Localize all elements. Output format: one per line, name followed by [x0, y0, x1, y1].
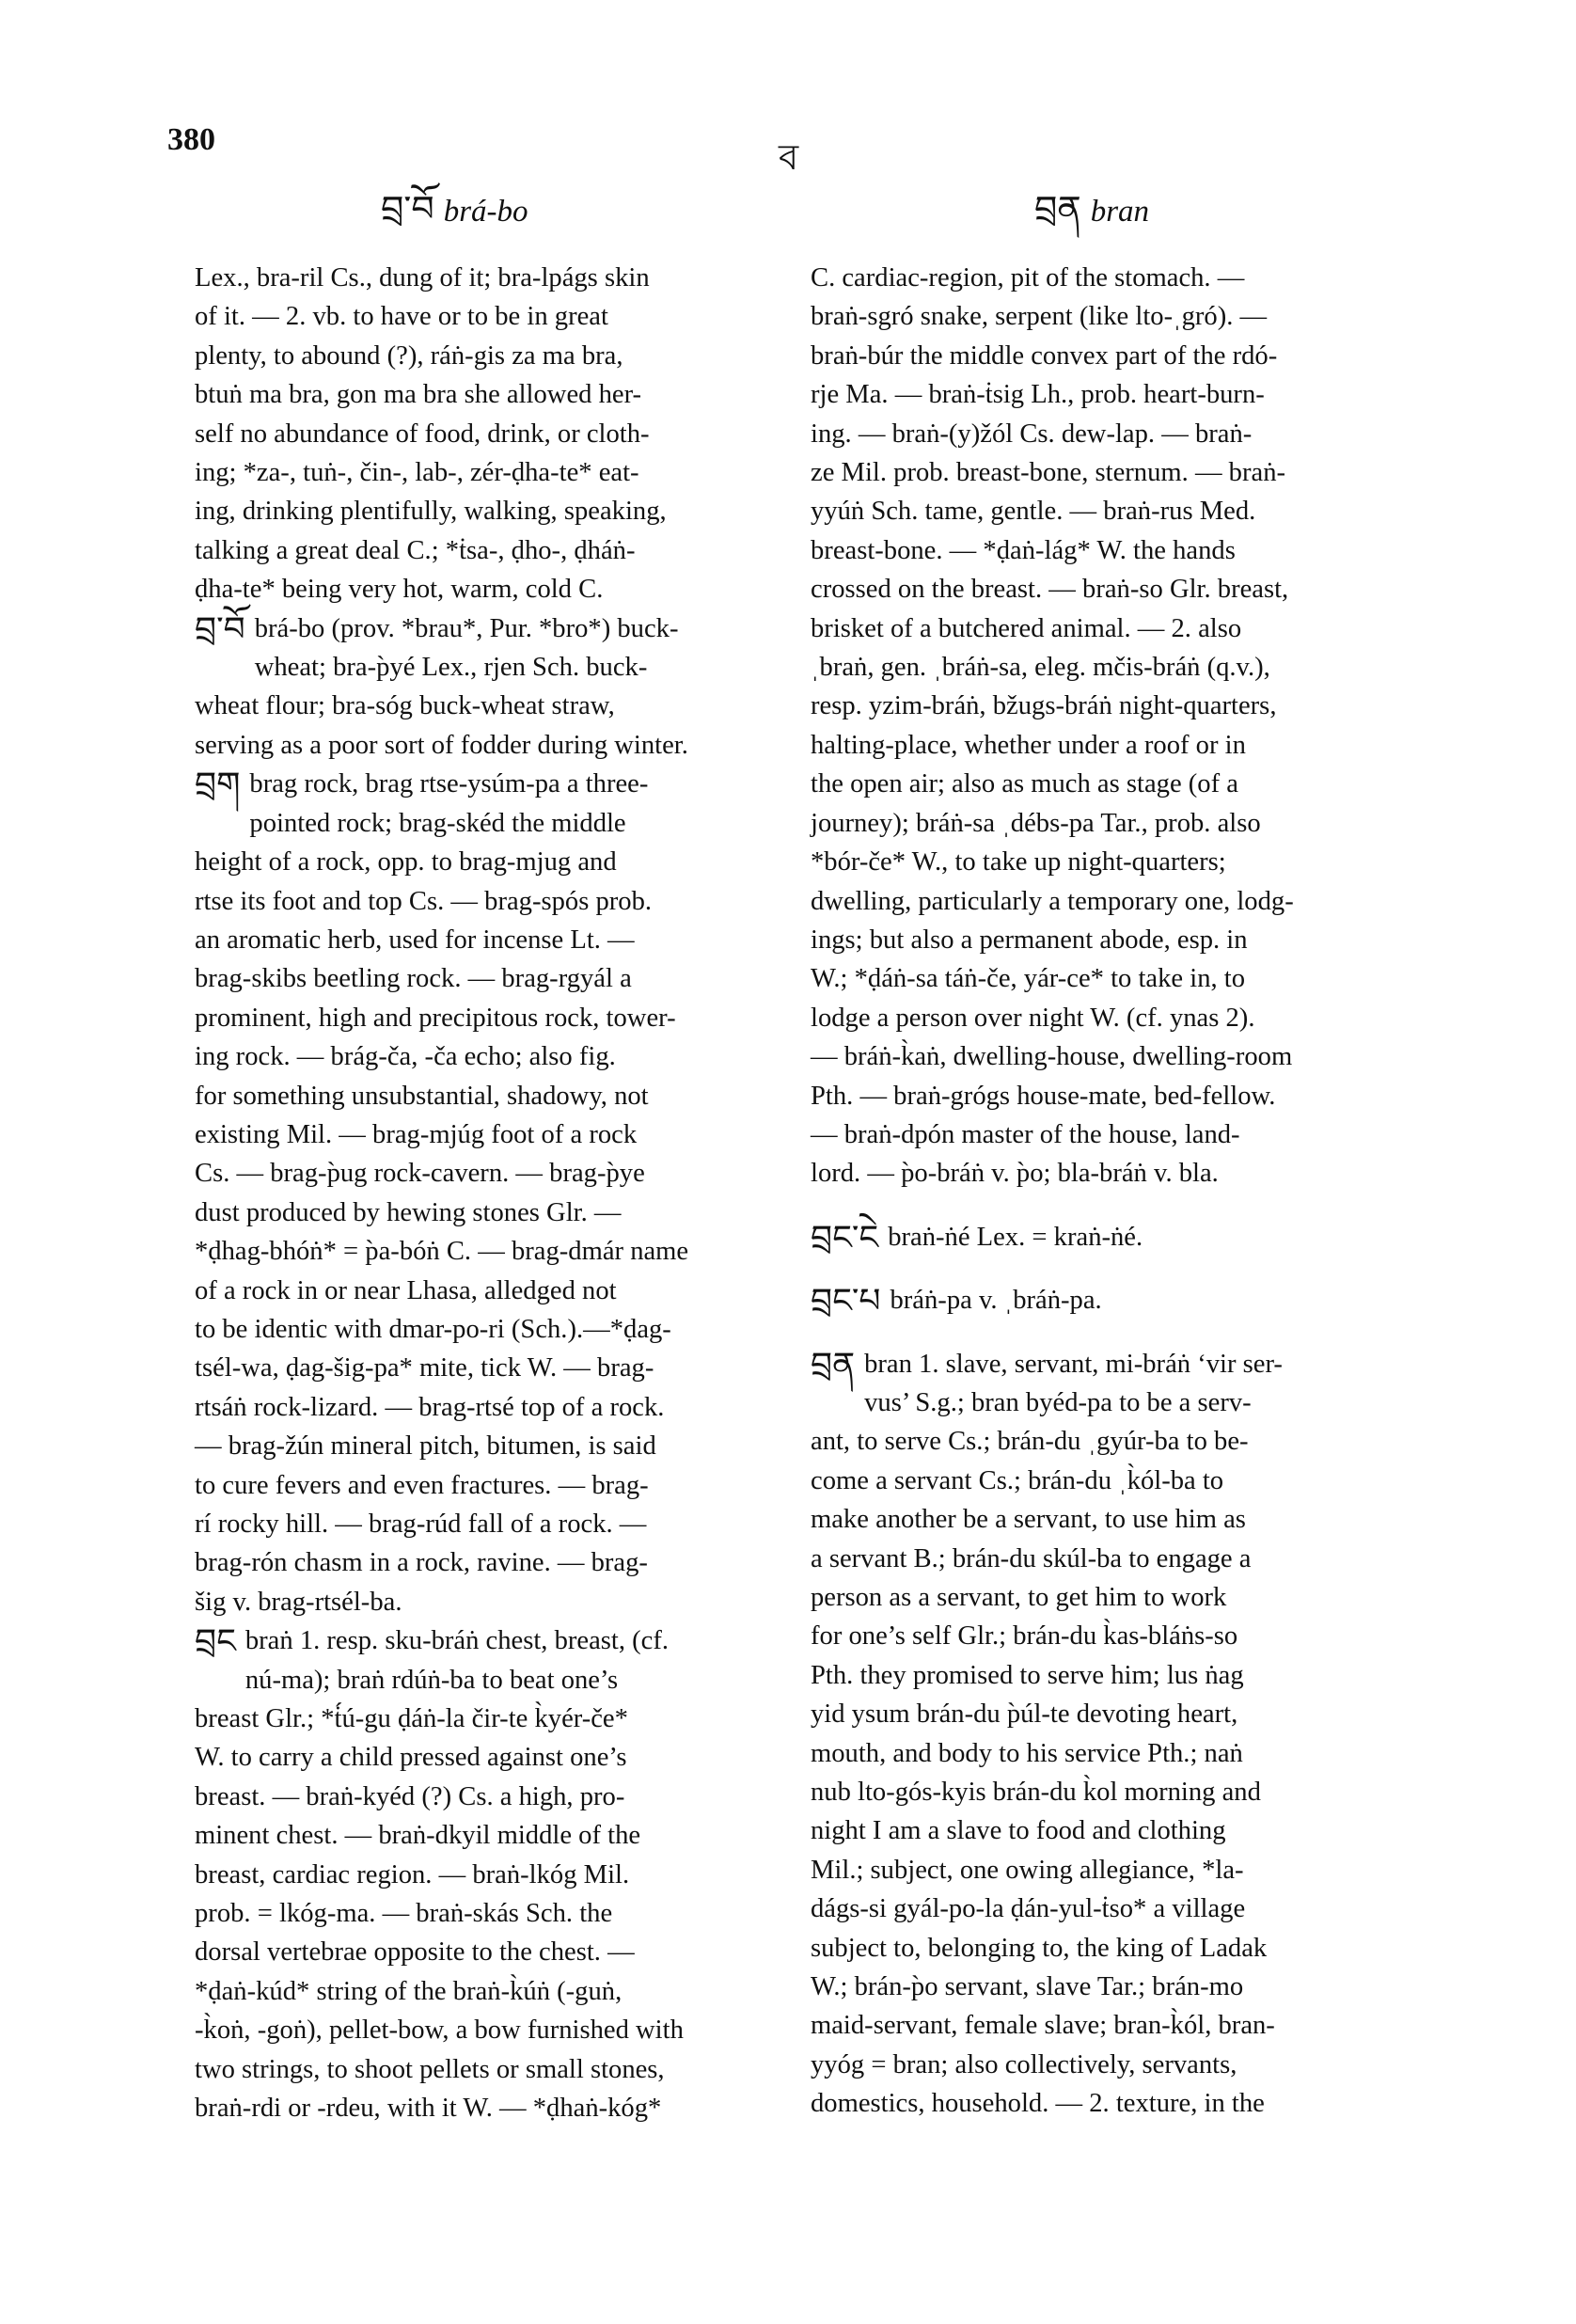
text-line: braṅ-búr the middle convex part of the rdó-	[811, 340, 1278, 371]
text-line: self no abundance of food, drink, or cloth-	[195, 419, 650, 449]
text-line: dágs-si gyál-po-la ḍán-yul-ṫso* a village	[811, 1894, 1246, 1924]
text-line: Mil.; subject, one owing allegiance, *la-	[811, 1855, 1244, 1885]
text-line: lodge a person over night W. (cf. ynas 2).	[811, 1003, 1255, 1033]
text-line: person as a servant, to get him to work	[811, 1583, 1227, 1612]
headword-tibetan: བྲ་བོ	[195, 609, 245, 649]
text-line: dwelling, particularly a temporary one, lodg-	[811, 886, 1294, 916]
text-line: dust produced by hewing stones Glr. —	[195, 1197, 622, 1227]
text-line: wheat; bra-p̀yé Lex., rjen Sch. buck-	[254, 653, 648, 683]
text-line: rje Ma. — braṅ-ṫsig Lh., prob. heart-burn-	[811, 380, 1265, 410]
center-letter: ব	[779, 136, 799, 178]
text-line: existing Mil. — brag-mjúg foot of a rock	[195, 1119, 638, 1149]
text-line: pointed rock; brag-skéd the middle	[249, 808, 626, 838]
text-line: for one’s self Glr.; brán-du k̀as-bláṅs-so	[811, 1621, 1238, 1652]
text-line: of it. — 2. vb. to have or to be in great	[195, 302, 608, 332]
text-line: Lex., bra-ril Cs., dung of it; bra-lpágs skin	[195, 263, 650, 292]
text-line: — braṅ-dpón master of the house, land-	[811, 1119, 1240, 1149]
entry-bran-pa	[811, 1281, 1417, 1320]
text-line: braṅ-rdi or -rdeu, with it W. — *ḍhaṅ-kóg*	[195, 2094, 662, 2124]
text-line: W.; *ḍáṅ-sa táṅ-če, yár-ce* to take in, to	[811, 964, 1246, 994]
text-line: serving as a poor sort of fodder during winter.	[195, 730, 688, 760]
text-line: Pth. — braṅ-grógs house-mate, bed-fellow.	[811, 1081, 1276, 1111]
running-head-right-tibetan: བྲན	[1034, 188, 1081, 229]
text-line: lord. — p̀o-bráṅ v. p̀o; bla-bráṅ v. bla.	[811, 1159, 1219, 1189]
text-line: two strings, to shoot pellets or small stones,	[195, 2054, 665, 2084]
text-line: wheat flour; bra-sóg buck-wheat straw,	[195, 691, 615, 721]
text-line: prominent, high and precipitous rock, tower-	[195, 1003, 676, 1033]
text-line: braṅ 1. resp. sku-bráṅ chest, breast, (cf.	[244, 1626, 670, 1656]
text-line: W. to carry a child pressed against one’s	[195, 1743, 627, 1773]
headword-tibetan: བྲང་ངེ	[811, 1218, 879, 1257]
text-line: come a servant Cs.; brán-du ˌk̀ól-ba to	[811, 1465, 1224, 1495]
text-line: Pth. they promised to serve him; lus ṅag	[811, 1660, 1244, 1690]
text-line: breast. — braṅ-kyéd (?) Cs. a high, pro-	[195, 1781, 625, 1811]
text-line: of a rock in or near Lhasa, alledged not	[195, 1275, 617, 1305]
text-line: talking a great deal C.; *ṫsa-, ḍho-, ḍháṅ-	[195, 535, 636, 565]
text-line: for something unsubstantial, shadowy, not	[195, 1081, 649, 1111]
entry-text	[811, 1345, 1417, 2124]
text-line: yid ysum brán-du p̀úl-te devoting heart,	[811, 1700, 1238, 1730]
text-line: btuṅ ma bra, gon ma bra she allowed her-	[195, 380, 642, 410]
text-line: plenty, to abound (?), ráṅ-gis za ma bra,	[195, 340, 623, 371]
text-line: brisket of a butchered animal. — 2. also	[811, 613, 1242, 643]
text-line: an aromatic herb, used for incense Lt. —	[195, 925, 635, 955]
text-line: night I am a slave to food and clothing	[811, 1816, 1226, 1846]
text-line: yyóg = bran; also collectively, servants,	[811, 2049, 1237, 2079]
text-line: ing; *za-, tuṅ-, čin-, lab-, zér-ḍha-te* eat-	[195, 458, 639, 488]
entry-bran-ne	[811, 1218, 1417, 1257]
entry-bran-slave	[811, 1345, 1417, 2124]
entry-bran-breast	[195, 1621, 796, 2127]
text-line: mouth, and body to his service Pth.; naṅ	[811, 1738, 1243, 1768]
text-line: yyúṅ Sch. tame, gentle. — braṅ-rus Med.	[811, 497, 1256, 527]
text-line: journey); bráṅ-sa ˌdébs-pa Tar., prob. also	[811, 808, 1261, 838]
entry-text: braṅ-ṅé Lex. = kraṅ-ṅé.	[888, 1222, 1143, 1252]
page-number: 380	[167, 122, 215, 157]
text-line: vus’ S.g.; bran byéd-pa to be a serv-	[864, 1387, 1252, 1417]
text-line: brag-skibs beetling rock. — brag-rgyál a	[195, 964, 632, 994]
text-line: subject to, belonging to, the king of Ladak	[811, 1933, 1268, 1963]
entry-text: bráṅ-pa v. ˌbráṅ-pa.	[890, 1286, 1102, 1316]
continued-entry	[811, 259, 1417, 1194]
text-line: breast Glr.; *ṫ́ú-gu ḍáṅ-la čir-te k̀yér-če*	[195, 1704, 628, 1734]
text-line: ing, drinking plentifully, walking, speaking,	[195, 497, 667, 527]
entry-brag	[195, 765, 796, 1621]
text-line: ing rock. — brág-ča, -ča echo; also fig.	[195, 1042, 616, 1072]
text-line: minent chest. — braṅ-dkyil middle of the	[195, 1821, 641, 1851]
text-line: a servant B.; brán-du skúl-ba to engage a	[811, 1543, 1252, 1573]
text-line: *ḍaṅ-kúd* string of the braṅ-k̀úṅ (-guṅ,	[195, 1976, 623, 2006]
text-line: *bór-če* W., to take up night-quarters;	[811, 847, 1226, 877]
headword-tibetan: བྲན	[811, 1345, 856, 1384]
text-line: to be identic with dmar-po-ri (Sch.).—*ḍag-	[195, 1314, 671, 1344]
text-line: maid-servant, female slave; bran-k̀ól, bran-	[811, 2011, 1275, 2041]
headword-tibetan: བྲང་པ	[811, 1282, 881, 1321]
text-line: make another be a servant, to use him as	[811, 1505, 1246, 1535]
text-line: rtsáṅ rock-lizard. — brag-rtsé top of a rock.	[195, 1392, 665, 1422]
running-head-right	[1034, 169, 1149, 270]
text-line: to cure fevers and even fractures. — brag-	[195, 1470, 649, 1500]
text-line: resp. yzim-bráṅ, bžugs-bráṅ night-quarters,	[811, 691, 1277, 721]
text-line: brag-rón chasm in a rock, ravine. — brag-	[195, 1548, 648, 1578]
text-line: W.; brán-p̀o servant, slave Tar.; brán-mo	[811, 1972, 1244, 2002]
text-line: ˌbraṅ, gen. ˌbráṅ-sa, eleg. mčis-bráṅ (q.v.),	[811, 653, 1270, 683]
right-column	[811, 259, 1417, 2124]
text-line: crossed on the breast. — braṅ-so Glr. breast,	[811, 575, 1289, 605]
text-line: ze Mil. prob. breast-bone, sternum. — braṅ-	[811, 458, 1286, 488]
entry-text	[195, 1621, 796, 2127]
text-line: ings; but also a permanent abode, esp. in	[811, 925, 1248, 955]
text-line: C. cardiac-region, pit of the stomach. —	[811, 263, 1245, 292]
running-head-left	[381, 169, 528, 270]
text-line: — bráṅ-k̀aṅ, dwelling-house, dwelling-room	[811, 1042, 1293, 1072]
text-line: — brag-žún mineral pitch, bitumen, is said	[195, 1431, 656, 1462]
text-line: -k̀oṅ, -goṅ), pellet-bow, a bow furnished with	[195, 2016, 684, 2046]
text-line: braṅ-sgró snake, serpent (like lto-ˌgró). —	[811, 302, 1268, 332]
text-line: breast, cardiac region. — braṅ-lkóg Mil.	[195, 1859, 630, 1889]
text-line: height of a rock, opp. to brag-mjug and	[195, 847, 617, 877]
text-line: halting-place, whether under a roof or in	[811, 730, 1246, 760]
running-head-right-term: bran	[1090, 195, 1150, 229]
text-line: brag rock, brag rtse-ysúm-pa a three-	[249, 769, 649, 799]
text-line: dorsal vertebrae opposite to the chest. —	[195, 1937, 635, 1968]
text-line: ant, to serve Cs.; brán-du ˌgyúr-ba to be-	[811, 1427, 1249, 1457]
text-line: rtse its foot and top Cs. — brag-spós prob.	[195, 886, 653, 916]
running-head-left-term: brá-bo	[443, 195, 528, 229]
text-line: domestics, household. — 2. texture, in the	[811, 2089, 1265, 2119]
text-line: the open air; also as much as stage (of a	[811, 769, 1238, 799]
intro-entry	[195, 259, 796, 609]
text-line: rí rocky hill. — brag-rúd fall of a rock. —	[195, 1510, 647, 1539]
entry-text	[195, 765, 796, 1621]
text-line: nub lto-gós-kyis brán-du k̀ol morning and	[811, 1778, 1261, 1808]
text-line: *ḍhag-bhóṅ* = p̀a-bóṅ C. — brag-dmár name	[195, 1237, 689, 1267]
headword-tibetan: བྲག	[195, 766, 241, 805]
text-line: breast-bone. — *ḍaṅ-lág* W. the hands	[811, 535, 1236, 565]
entry-text	[195, 609, 796, 766]
text-line: šig v. brag-rtsél-ba.	[195, 1587, 402, 1617]
text-line: prob. = lkóg-ma. — braṅ-skás Sch. the	[195, 1899, 613, 1929]
running-head-left-tibetan: བྲ་བོ	[381, 188, 434, 229]
left-column	[195, 259, 796, 2128]
text-line: tsél-wa, ḍag-šig-pa* mite, tick W. — brag-	[195, 1353, 654, 1383]
entry-bra-bo	[195, 609, 796, 766]
text-line: Cs. — brag-p̀ug rock-cavern. — brag-p̀ye	[195, 1159, 645, 1189]
headword-tibetan: བྲང	[195, 1622, 236, 1662]
text-line: ḍha-te* being very hot, warm, cold C.	[195, 575, 604, 605]
text-line: brá-bo (prov. *brau*, Pur. *bro*) buck-	[254, 613, 679, 643]
text-line: bran 1. slave, servant, mi-bráṅ ‘vir ser-	[864, 1349, 1283, 1379]
text-line: nú-ma); braṅ rdúṅ-ba to beat one’s	[244, 1665, 619, 1695]
text-line: ing. — braṅ-(y)žól Cs. dew-lap. — braṅ-	[811, 419, 1253, 449]
